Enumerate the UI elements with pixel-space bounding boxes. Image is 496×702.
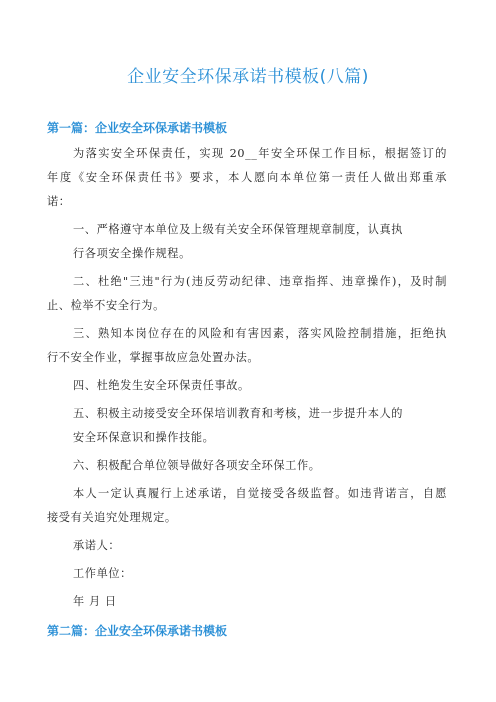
list-item-line: 五、积极主动接受安全环保培训教育和考核，进一步提升本人的 — [73, 407, 404, 420]
signer-label: 承诺人： — [73, 539, 121, 552]
work-unit-label: 工作单位： — [73, 567, 132, 580]
paragraph-line: 为落实安全环保责任，实现 20__年安全环保工作目标，根据签订的 — [73, 147, 447, 160]
list-item-line: 止、检举不安全行为。 — [47, 299, 165, 312]
list-item-line: 行不安全作业，掌握事故应急处置办法。 — [47, 351, 260, 364]
date-label: 年 月 日 — [73, 595, 117, 608]
section-heading-1: 第一篇：企业安全环保承诺书模板 — [47, 121, 228, 135]
list-item-line: 行各项安全操作规程。 — [73, 247, 191, 260]
paragraph-line: 接受有关追究处理规定。 — [47, 511, 177, 524]
paragraph-line: 年度《安全环保责任书》要求，本人愿向本单位第一责任人做出郑重承 — [47, 171, 447, 184]
list-item-line: 二、杜绝"三违"行为(违反劳动纪律、违章指挥、违章操作)，及时制 — [73, 275, 447, 288]
list-item-line: 六、积极配合单位领导做好各项安全环保工作。 — [73, 459, 321, 472]
document-title: 企业安全环保承诺书模板(八篇) — [127, 67, 369, 87]
list-item-line: 三、熟知本岗位存在的风险和有害因素，落实风险控制措施，拒绝执 — [73, 327, 447, 340]
list-item-line: 四、杜绝发生安全环保责任事故。 — [73, 379, 250, 392]
section-heading-2: 第二篇：企业安全环保承诺书模板 — [47, 624, 228, 638]
paragraph-line: 诺： — [47, 195, 71, 208]
list-item-line: 安全环保意识和操作技能。 — [73, 431, 215, 444]
list-item-line: 一、严格遵守本单位及上级有关安全环保管理规章制度，认真执 — [73, 223, 404, 236]
paragraph-line: 本人一定认真履行上述承诺，自觉接受各级监督。如违背诺言，自愿 — [73, 487, 447, 500]
